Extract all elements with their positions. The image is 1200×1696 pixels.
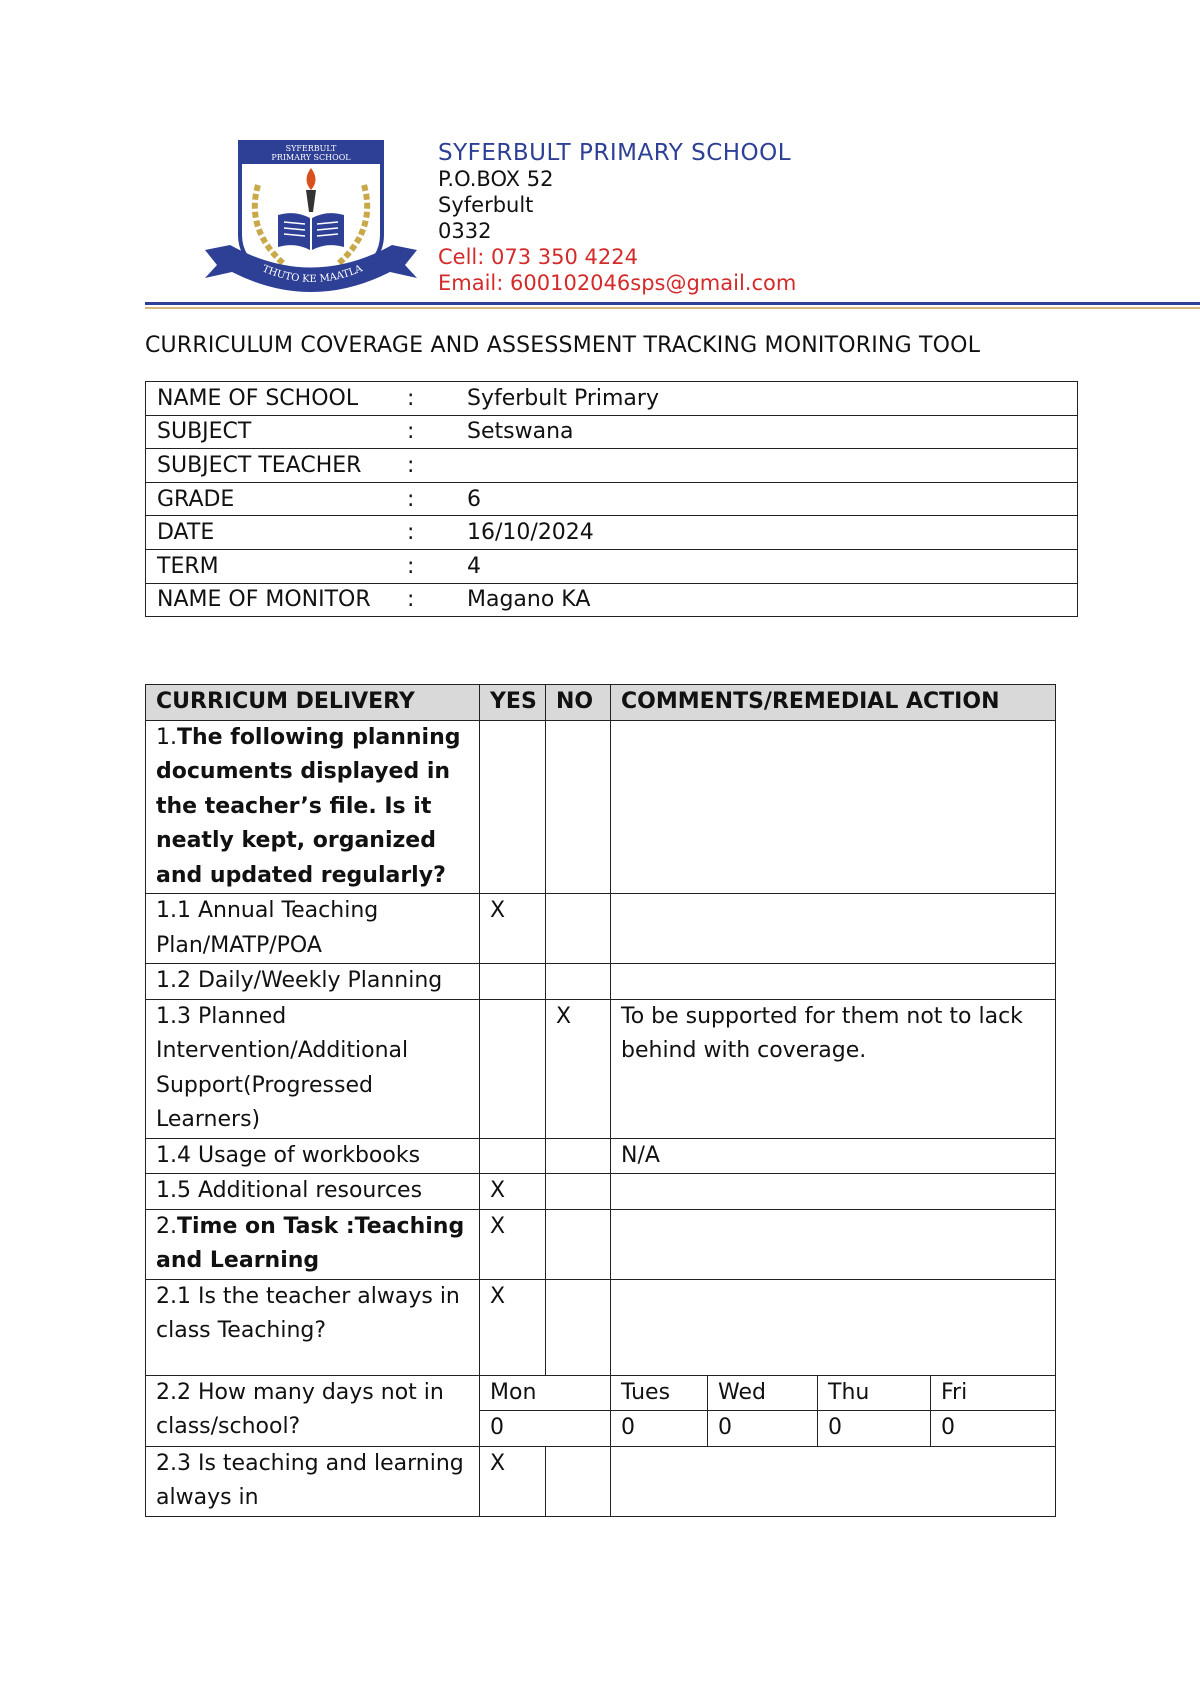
- header-yes: YES: [480, 685, 546, 721]
- day-label: Mon: [480, 1375, 611, 1411]
- row-item: 2.3 Is teaching and learning always in: [146, 1446, 480, 1516]
- row-comment: [611, 1174, 1056, 1210]
- header-no: NO: [546, 685, 611, 721]
- table-row: [146, 1446, 1056, 1516]
- school-info-table: [145, 381, 1078, 617]
- info-label: SUBJECT TEACHER: [157, 452, 362, 478]
- row-number: 2.: [156, 1213, 177, 1239]
- header-rule-blue: [145, 302, 1200, 305]
- logo-top-text-line2: PRIMARY SCHOOL: [271, 153, 351, 162]
- info-row: [146, 516, 1078, 550]
- po-box: P.O.BOX 52: [438, 167, 554, 191]
- row-item: [146, 1209, 480, 1279]
- info-value: Setswana: [467, 419, 574, 445]
- row-no: [546, 1209, 611, 1279]
- row-no: [546, 894, 611, 964]
- postal-code: 0332: [438, 219, 492, 243]
- row-comment: [611, 1446, 1056, 1516]
- row-yes: [480, 1138, 546, 1174]
- row-no: X: [546, 999, 611, 1138]
- header-rule-gold: [145, 307, 1200, 309]
- header-comments: COMMENTS/REMEDIAL ACTION: [611, 685, 1056, 721]
- curriculum-delivery-table: [145, 684, 1056, 1517]
- info-label: SUBJECT: [157, 419, 252, 445]
- row-item: 2.1 Is the teacher always in class Teaching?: [146, 1279, 480, 1375]
- table-row: [146, 720, 1056, 894]
- table-row: [146, 1174, 1056, 1210]
- info-label: DATE: [157, 520, 215, 546]
- row-no: [546, 1446, 611, 1516]
- row-item-text: Time on Task :Teaching and Learning: [156, 1213, 465, 1273]
- info-value: 6: [467, 486, 481, 512]
- day-count: 0: [931, 1411, 1056, 1447]
- info-colon: :: [407, 452, 415, 478]
- row-item: 1.4 Usage of workbooks: [146, 1138, 480, 1174]
- info-row: [146, 415, 1078, 449]
- table-row: [146, 1279, 1056, 1375]
- info-value: Magano KA: [467, 587, 591, 613]
- info-colon: :: [407, 385, 415, 411]
- row-comment: [611, 720, 1056, 894]
- row-yes: X: [480, 1209, 546, 1279]
- table-header-row: [146, 685, 1056, 721]
- row-item: 1.2 Daily/Weekly Planning: [146, 964, 480, 1000]
- logo-top-text-line1: SYFERBULT: [285, 144, 337, 153]
- table-row: [146, 1209, 1056, 1279]
- day-count: 0: [611, 1411, 708, 1447]
- document-title: CURRICULUM COVERAGE AND ASSESSMENT TRACKING MONITORING TOOL: [145, 333, 981, 358]
- row-yes: X: [480, 1446, 546, 1516]
- info-cell: [146, 482, 1078, 516]
- day-count: 0: [708, 1411, 818, 1447]
- info-colon: :: [407, 520, 415, 546]
- info-colon: :: [407, 587, 415, 613]
- row-no: [546, 1174, 611, 1210]
- cell-number: Cell: 073 350 4224: [438, 245, 638, 269]
- row-no: [546, 1138, 611, 1174]
- days-row: [146, 1375, 1056, 1411]
- info-label: NAME OF MONITOR: [157, 587, 371, 613]
- header-curriculum-delivery: CURRICUM DELIVERY: [146, 685, 480, 721]
- row-yes: X: [480, 894, 546, 964]
- row-yes: X: [480, 1174, 546, 1210]
- info-label: NAME OF SCHOOL: [157, 385, 359, 411]
- day-count: 0: [480, 1411, 611, 1447]
- school-name: SYFERBULT PRIMARY SCHOOL: [438, 140, 792, 166]
- row-comment: [611, 1209, 1056, 1279]
- table-row: [146, 964, 1056, 1000]
- info-row: [146, 482, 1078, 516]
- info-cell: [146, 549, 1078, 583]
- row-item: 1.1 Annual Teaching Plan/MATP/POA: [146, 894, 480, 964]
- row-yes: X: [480, 1279, 546, 1375]
- row-item-text: The following planning documents displayed in the teacher’s file. Is it neatly kept, organized and updated regularly?: [156, 724, 461, 888]
- info-value: 16/10/2024: [467, 520, 594, 546]
- day-label: Fri: [931, 1375, 1056, 1411]
- info-row: [146, 449, 1078, 483]
- town: Syferbult: [438, 193, 534, 217]
- table-row: [146, 894, 1056, 964]
- row-comment: [611, 1279, 1056, 1375]
- row-item: 1.5 Additional resources: [146, 1174, 480, 1210]
- day-label: Tues: [611, 1375, 708, 1411]
- email-address: Email: 600102046sps@gmail.com: [438, 271, 797, 295]
- row-item: 1.3 Planned Intervention/Additional Support(Progressed Learners): [146, 999, 480, 1138]
- info-cell: [146, 415, 1078, 449]
- row-yes: [480, 999, 546, 1138]
- info-row: [146, 583, 1078, 617]
- info-row: [146, 549, 1078, 583]
- info-label: GRADE: [157, 486, 235, 512]
- table-row: [146, 999, 1056, 1138]
- row-no: [546, 1279, 611, 1375]
- info-cell: [146, 382, 1078, 416]
- table-row: [146, 1138, 1056, 1174]
- info-value: Syferbult Primary: [467, 385, 659, 411]
- days-row-item: 2.2 How many days not in class/school?: [146, 1375, 480, 1446]
- row-no: [546, 964, 611, 1000]
- info-cell: [146, 449, 1078, 483]
- info-colon: :: [407, 419, 415, 445]
- row-yes: [480, 720, 546, 894]
- info-cell: [146, 516, 1078, 550]
- info-label: TERM: [157, 553, 219, 579]
- info-cell: [146, 583, 1078, 617]
- school-contact-block: [438, 140, 796, 296]
- logo-motto: THUTO KE MAATLA: [260, 263, 365, 286]
- day-label: Thu: [818, 1375, 931, 1411]
- row-comment: N/A: [611, 1138, 1056, 1174]
- row-yes: [480, 964, 546, 1000]
- row-item: [146, 720, 480, 894]
- row-number: 1.: [156, 724, 177, 750]
- info-row: [146, 382, 1078, 416]
- row-comment: [611, 964, 1056, 1000]
- row-comment: [611, 894, 1056, 964]
- info-colon: :: [407, 486, 415, 512]
- info-value: 4: [467, 553, 481, 579]
- school-crest-logo: [200, 140, 430, 300]
- row-no: [546, 720, 611, 894]
- info-colon: :: [407, 553, 415, 579]
- day-label: Wed: [708, 1375, 818, 1411]
- day-count: 0: [818, 1411, 931, 1447]
- row-comment: To be supported for them not to lack behind with coverage.: [611, 999, 1056, 1138]
